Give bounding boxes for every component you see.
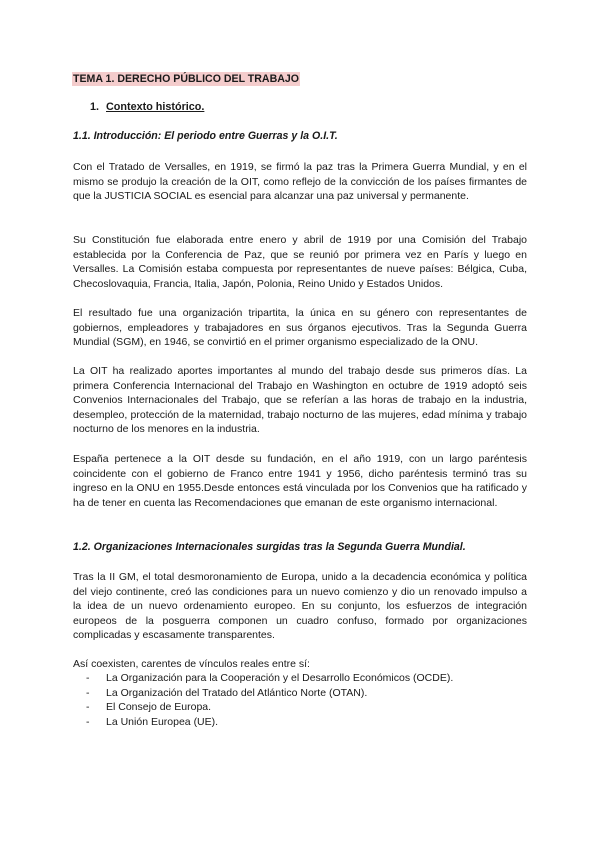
paragraph-text: El resultado fue una organización tripartita, la única en su género con representantes de gobiernos, empleadores y trabajadores en sus órganos ejecutivos. Tras la Segunda Guerra Mundial (SGM), en 1946, se convirtió en el primer organismo especializado de la ONU.	[73, 307, 527, 349]
paragraph-3	[73, 306, 527, 350]
section-heading	[90, 100, 204, 114]
paragraph-text: Así coexisten, carentes de vínculos reales entre sí:	[73, 658, 310, 670]
document-title: TEMA 1. DERECHO PÚBLICO DEL TRABAJO	[73, 73, 300, 85]
paragraph-text: Su Constitución fue elaborada entre enero y abril de 1919 por una Comisión del Trabajo establecida por la Conferencia de Paz, que se reunió por primera vez en París y luego en Versalles. La Comisión estaba compuesta por representantes de nueve países: Bélgica, Cuba, Checoslovaquia, Francia, Italia, Japón, Polonia, Reino Unido y Estados Unidos.	[73, 234, 527, 290]
list-item: - La Organización para la Cooperación y el Desarrollo Económicos (OCDE).	[86, 671, 453, 686]
list-item: - El Consejo de Europa.	[86, 700, 453, 715]
paragraph-7	[73, 657, 527, 672]
section-title: Contexto histórico.	[106, 101, 205, 113]
subsection-heading-1-1: 1.1. Introducción: El periodo entre Guerras y la O.I.T.	[73, 130, 338, 142]
paragraph-5	[73, 452, 527, 510]
paragraph-4	[73, 364, 527, 437]
paragraph-text: Tras la II GM, el total desmoronamiento de Europa, unido a la decadencia económica y política del viejo continente, creó las condiciones para un nuevo comienzo y dio un renovado impulso a la idea de un nuevo ordenamiento europeo. En su conjunto, los esfuerzos de integración europeos de la posguerra componen un cuadro confuso, formado por organizaciones complicadas y escasamente transparentes.	[73, 571, 527, 642]
paragraph-text: La OIT ha realizado aportes importantes al mundo del trabajo desde sus primeros días. La primera Conferencia Internacional del Trabajo en Washington en octubre de 1919 adoptó seis Convenios Internacionales del Trabajo, que se referían a las horas de trabajo en la industria, desempleo, protección de la maternidad, trabajo nocturno de las mujeres, edad mínima y trabajo nocturno de los menores en la industria.	[73, 365, 527, 436]
paragraph-text: Con el Tratado de Versalles, en 1919, se firmó la paz tras la Primera Guerra Mundial, y en el mismo se produjo la creación de la OIT, como reflejo de la convicción de los países firmantes de que la JUSTICIA SOCIAL es esencial para alcanzar una paz universal y permanente.	[73, 161, 527, 203]
paragraph-2	[73, 233, 527, 291]
section-number: 1.	[90, 101, 100, 113]
subsection-heading-1-2: 1.2. Organizaciones Internacionales surgidas tras la Segunda Guerra Mundial.	[73, 541, 466, 553]
list-item: - La Organización del Tratado del Atlántico Norte (OTAN).	[86, 686, 453, 701]
paragraph-1	[73, 160, 527, 204]
paragraph-6	[73, 570, 527, 643]
organizations-list	[86, 671, 453, 729]
paragraph-text: España pertenece a la OIT desde su fundación, en el año 1919, con un largo paréntesis coincidente con el gobierno de Franco entre 1941 y 1956, dicho paréntesis terminó tras su ingreso en la ONU en 1955.Desde entonces está vinculada por los Convenios que ha ratificado y ha de tener en cuenta las Recomendaciones que emanan de este organismo internacional.	[73, 453, 527, 509]
list-item: - La Unión Europea (UE).	[86, 715, 453, 730]
